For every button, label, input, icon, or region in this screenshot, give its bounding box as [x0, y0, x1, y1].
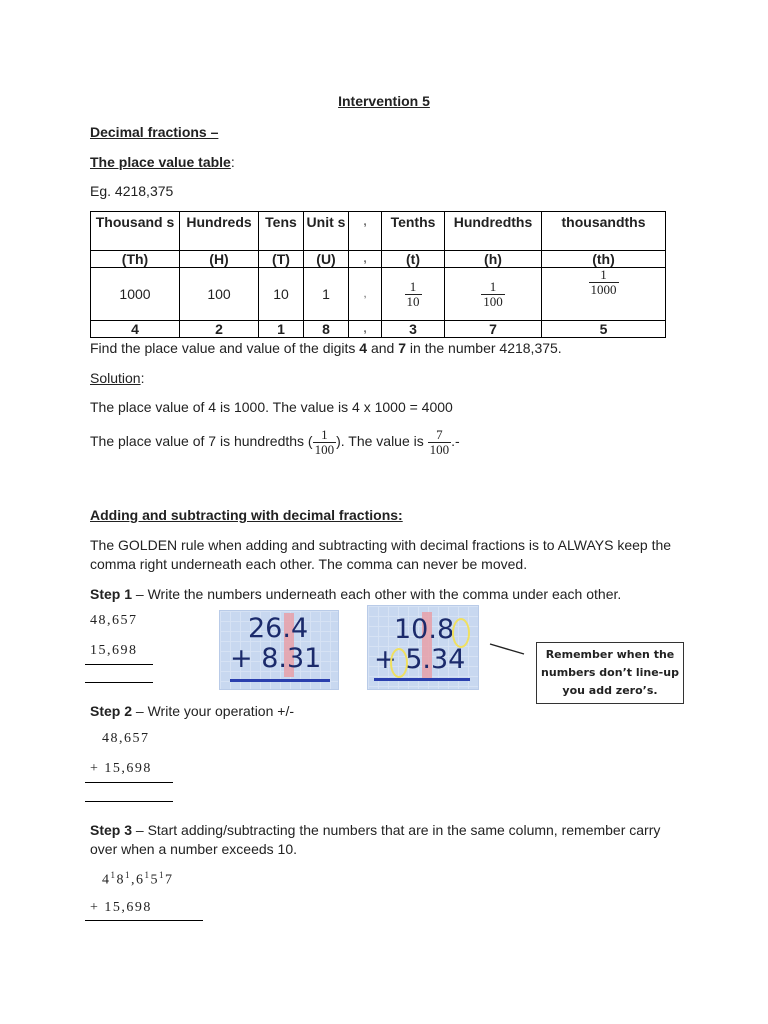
- fraction-one-thousandth: [589, 268, 619, 297]
- step-2: [90, 703, 294, 719]
- step1-sum-line: [85, 664, 153, 665]
- decimal-fractions-heading: Decimal fractions –: [90, 124, 219, 140]
- digit-hundredths: 7: [445, 321, 542, 338]
- step-3-text: – Start adding/subtracting the numbers that are in the same column, remember carry over when a number exceeds 10.: [90, 822, 661, 857]
- find-question: [90, 340, 562, 356]
- digit-thousandths: 5: [542, 321, 666, 338]
- line7-text-a: The place value of 7 is hundredths (: [90, 433, 313, 450]
- abbrev-h: (H): [180, 251, 259, 268]
- digit: 8: [116, 872, 125, 888]
- fraction-denominator: 100: [314, 442, 335, 457]
- place-value-colon: :: [230, 154, 235, 170]
- step2-number-bottom: + 15,698: [90, 761, 152, 776]
- fraction-one-hundredth-inline: [313, 428, 337, 457]
- step-1-text: – Write the numbers underneath each other with the comma under each other.: [132, 586, 622, 602]
- comma: ,: [131, 872, 136, 888]
- page-title: Intervention 5: [338, 93, 430, 109]
- fraction-numerator: 7: [436, 427, 443, 442]
- step3-number-bottom: + 15,698: [90, 900, 152, 915]
- table-row-digits: [91, 321, 666, 338]
- carry-mark: 1: [144, 870, 151, 880]
- header-comma: ,: [349, 212, 382, 251]
- abbrev-t: (T): [259, 251, 304, 268]
- value-100: 100: [180, 268, 259, 321]
- example1-top: 26.4: [248, 613, 309, 644]
- place-value-heading-text: The place value table: [90, 154, 231, 170]
- abbrev-tenths: (t): [382, 251, 445, 268]
- value-comma: ,: [349, 268, 382, 321]
- example2-underline: [374, 678, 470, 681]
- callout-pointer-line: [488, 640, 534, 660]
- carry-mark: 1: [159, 870, 165, 880]
- solution-colon: :: [140, 370, 145, 386]
- golden-rule-text: The GOLDEN rule when adding and subtracting with decimal fractions is to ALWAYS keep the comma right underneath each other. The comma can never be moved.: [90, 537, 672, 572]
- step2-sum-line: [85, 782, 173, 783]
- fraction-numerator: 1: [489, 278, 497, 294]
- fraction-one-hundredth: [481, 280, 505, 309]
- digit: 7: [165, 872, 174, 888]
- digit-tenths: 3: [382, 321, 445, 338]
- adding-subtracting-heading: Adding and subtracting with decimal fractions:: [90, 507, 403, 523]
- place-value-heading: [90, 154, 235, 170]
- value-tenth: [382, 268, 445, 321]
- example1-bottom: + 8.31: [230, 643, 322, 674]
- header-hundredths: Hundredths: [445, 212, 542, 251]
- digit-u: 8: [304, 321, 349, 338]
- digit: 5: [150, 872, 159, 888]
- fraction-numerator: 1: [600, 267, 607, 282]
- example2-bottom: + 5.34: [374, 644, 466, 675]
- abbrev-hundredths: (h): [445, 251, 542, 268]
- find-text-e: in the number 4218,375.: [406, 340, 562, 356]
- decimal-alignment-example-2: [367, 605, 479, 690]
- value-thousandth: [542, 268, 666, 321]
- find-text-a: Find the place value and value of the digits: [90, 340, 360, 356]
- example2-top: 10.8: [394, 614, 455, 645]
- table-row-abbrev: [91, 251, 666, 268]
- table-row-names: [91, 212, 666, 251]
- decimal-alignment-example-1: [219, 610, 339, 690]
- abbrev-comma: ,: [349, 251, 382, 268]
- callout-note: Remember when the numbers don’t line-up you add zero’s.: [536, 642, 684, 704]
- digit-h: 2: [180, 321, 259, 338]
- solution-line-4: The place value of 4 is 1000. The value is 4 x 1000 = 4000: [90, 399, 453, 415]
- abbrev-thousandths: (th): [542, 251, 666, 268]
- digit: 6: [136, 872, 145, 888]
- carry-mark: 1: [110, 870, 117, 880]
- example-number: Eg. 4218,375: [90, 183, 174, 199]
- step1-number-top: 48,657: [90, 613, 138, 628]
- step2-answer-line: [85, 801, 173, 802]
- abbrev-u: (U): [304, 251, 349, 268]
- find-digit-4: 4: [359, 340, 368, 356]
- step1-answer-line: [85, 682, 153, 683]
- step-2-text: – Write your operation +/-: [132, 703, 294, 719]
- find-digit-7: 7: [398, 340, 407, 356]
- step-2-label: Step 2: [90, 703, 133, 719]
- value-1: 1: [304, 268, 349, 321]
- abbrev-th: (Th): [91, 251, 180, 268]
- step3-carry-number: [102, 870, 174, 889]
- line7-text-c: .-: [451, 433, 460, 450]
- header-tenths: Tenths: [382, 212, 445, 251]
- find-text-c: and: [367, 340, 399, 356]
- value-1000: 1000: [91, 268, 180, 321]
- place-value-table: [90, 211, 666, 338]
- zero-placeholder-circle: [390, 648, 408, 678]
- fraction-denominator: 100: [483, 293, 503, 309]
- fraction-seven-hundredths: [428, 428, 452, 457]
- step2-number-top: 48,657: [102, 731, 150, 746]
- step-3: [90, 821, 680, 859]
- digit-comma: ,: [349, 321, 382, 338]
- header-units: Unit s: [304, 212, 349, 251]
- header-thousands: Thousand s: [91, 212, 180, 251]
- digit-th: 4: [91, 321, 180, 338]
- value-hundredth: [445, 268, 542, 321]
- step-1-label: Step 1: [90, 586, 133, 602]
- digit-t: 1: [259, 321, 304, 338]
- header-tens: Tens: [259, 212, 304, 251]
- fraction-one-tenth: [405, 280, 422, 309]
- table-row-values: [91, 268, 666, 321]
- solution-label: [90, 370, 144, 386]
- digit: 4: [102, 872, 111, 888]
- step-1: [90, 586, 621, 602]
- header-thousandths: thousandths: [542, 212, 666, 251]
- header-hundreds: Hundreds: [180, 212, 259, 251]
- fraction-denominator: 100: [429, 442, 450, 457]
- example1-underline: [230, 679, 330, 682]
- step3-sum-line: [85, 920, 203, 921]
- fraction-numerator: 1: [321, 427, 328, 442]
- carry-mark: 1: [125, 870, 131, 880]
- solution-label-text: Solution: [90, 370, 141, 386]
- step1-number-bottom: 15,698: [90, 643, 138, 658]
- step-3-label: Step 3: [90, 822, 133, 838]
- fraction-numerator: 1: [409, 278, 417, 294]
- line7-text-b: ). The value is: [336, 433, 428, 450]
- fraction-denominator: 10: [406, 293, 420, 309]
- fraction-denominator: 1000: [590, 282, 617, 297]
- value-10: 10: [259, 268, 304, 321]
- solution-line-7: [90, 428, 460, 457]
